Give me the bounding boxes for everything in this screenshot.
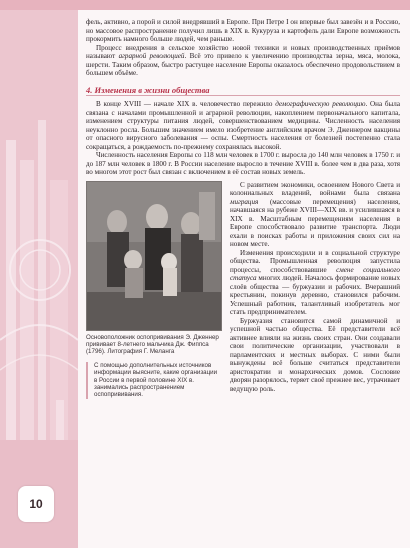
migration-text-after: (массовые перемещения) населения, начавшаяся на рубеже XVIII—XIX вв. и усилившаяся в XIX в. Масштабным перемещениям населения в Европе способствовало развитие транспорта. Люди ехали в поисках работы и приложения своих сил на новом месте. [230,197,400,248]
migration-paragraph [230,181,400,249]
left-column [86,181,222,399]
agri-paragraph [86,44,400,78]
demo-paragraph [86,100,400,151]
agri-text-after: . Всё это привело к увеличению производства зерна, мяса, молока, шерсти. Таким образом, быстро растущее население Европы оказалось обеспечено продовольствием в большем объёме. [86,52,401,77]
margin-decoration [0,10,78,548]
social-text-after: многих людей. Началось формирование новых слоёв общества — буржуазии и рабочих. Вчерашний крестьянин, покинув деревню, становился рабочим. Успешный работник, талантливый изобретатель мог стать предпринимателем. [230,274,400,316]
split-layout [86,181,400,399]
top-band [0,0,410,10]
textbook-page [78,10,410,548]
section-heading: 4. Изменения в жизни общества [86,86,400,97]
top-text-block [86,18,400,177]
right-column [230,181,400,399]
page-number: 10 [18,486,54,522]
demo-text-after: . Она была связана с началами промышленной и аграрной революции, накоплением первоначального капитала, изменением структуры питания людей, совершенствованием медицины. Численность населения неуклонно росла. Большим значением имело изобретение английским врачом Э. Дженнером вакцины от опасного вирусного заболевания — оспы. Смертность населения от болезней постепенно стала сокращаться, а рождаемость по-прежнему сохранялась высокой. [86,100,400,151]
agri-term: аграрной революцией [118,52,185,60]
demo-text-before: В конце XVIII — начале XIX в. человечество пережило [96,100,276,108]
migration-term: миграция [230,197,259,206]
migration-text-before: С развитием экономики, освоением Нового Света и колониальных владений, войнами была связана [230,180,400,197]
social-text-before: Изменения происходили и в социальной структуре общества. Промышленная революция запустила процессы, способствовавшие [230,248,400,274]
social-term: смене социального статуса [230,265,400,282]
intro-paragraph: фель, активно, а порой и силой внедрявший в Европе. При Петре I он впервые был завезён и в Россию, но массовое распространение получил лишь в XIX в. Кукуруза и картофель дали Европе возможность прокормить намного больше людей, чем раньше. [86,18,400,43]
agri-text-before: Процесс внедрения в сельское хозяйство новой техники и новых производственных приёмов называют [86,43,400,60]
population-paragraph: Численность населения Европы со 118 млн человек в 1700 г. выросла до 140 млн человек в 1750 г. и до 187 млн человек в 1800 г. В России население выросло в течение XVIII в. более чем в два раза, хотя во многом этот рост был связан с включением в её состав новых земель. [86,151,400,176]
bourgeoisie-paragraph: Буржуазия становится самой динамичной и успешной частью общества. Её представители всё активнее влияли на жизнь своих стран. Они создавали свои политические организации, участвовали в парламентских и местных выборах. С ними были вынуждены всё больше считаться представители аристократии и монархических домов. Сословие дворян разорялось, теряет своё прежнее вес, утрачивает ведущую роль. [230,316,400,393]
picture-caption: Основоположник оспопрививания Э. Дженнер прививает 8-летнего мальчика Дж. Фиппса (1796). Литография Г. Меланга [86,333,219,356]
jenner-lithograph-image [86,181,222,331]
demo-term: демографическую революцию [275,100,366,108]
question-note: С помощью дополнительных источников информации выясните, какие организации в России в первой половине XIX в. занимались распространением оспопрививания. [86,362,222,399]
social-paragraph [230,249,400,317]
